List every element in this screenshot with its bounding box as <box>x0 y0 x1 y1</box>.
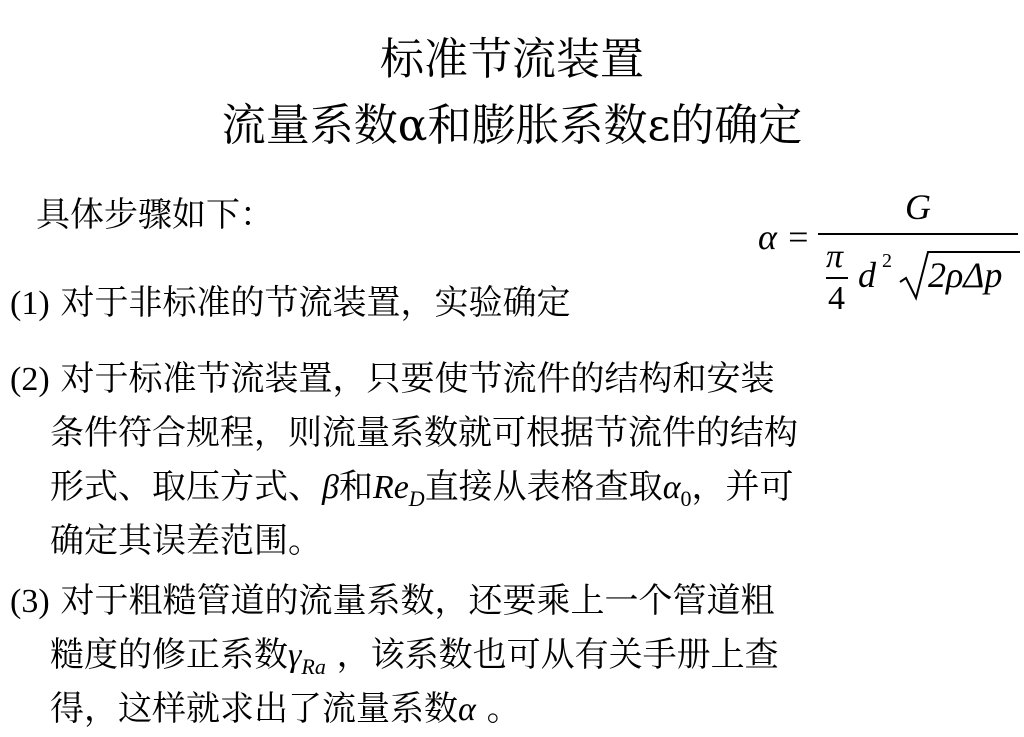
step-2-text-3c: 直接从表格查取 <box>424 467 663 507</box>
step-2-text-1: 对于标准节流装置，只要使节流件的结构和安装 <box>60 359 775 399</box>
step-2-line4: 确定其误差范围。 <box>50 521 322 561</box>
gamma-symbol <box>288 637 326 679</box>
step-3-line1 <box>10 574 774 629</box>
formula-pi: π <box>826 238 844 275</box>
formula-numerator: G <box>905 187 931 227</box>
fraction-bar <box>818 233 1018 235</box>
gamma-letter: γ <box>288 637 302 674</box>
formula-radicand: 2ρΔp <box>928 255 1003 295</box>
formula-four: 4 <box>828 280 845 317</box>
alpha0-symbol <box>662 469 692 511</box>
formula-exponent: 2 <box>882 250 892 272</box>
reynolds-symbol <box>372 469 425 511</box>
formula-d: d <box>858 255 876 295</box>
beta-symbol: β <box>322 469 339 506</box>
step-3-text-1: 对于粗糙管道的流量系数，还要乘上一个管道粗 <box>60 581 775 621</box>
page-subtitle: 流量系数α和膨胀系数ε的确定 <box>221 100 803 151</box>
step-1 <box>10 276 570 331</box>
gamma-sub: Ra <box>301 654 326 679</box>
step-3-line3 <box>50 682 521 737</box>
reynolds-sub: D <box>408 486 425 511</box>
step-1-label: (1) <box>10 285 50 322</box>
step-3-text-3b: 。 <box>475 689 521 729</box>
step-1-text: 对于非标准的节流装置，实验确定 <box>60 283 571 323</box>
alpha-formula <box>758 186 1020 332</box>
step-2-text-3d: ，并可 <box>691 467 794 507</box>
step-2-text-3a: 形式、取压方式、 <box>50 467 322 507</box>
step-3-label: (3) <box>10 583 50 620</box>
step-2-text-3b: 和 <box>338 467 373 507</box>
step-3-text-2a: 糙度的修正系数 <box>50 635 288 675</box>
alpha-symbol: α <box>458 691 476 728</box>
step-3-text-2b: ，该系数也可从有关手册上查 <box>325 635 779 675</box>
alpha0-alpha: α <box>662 469 681 506</box>
pi-fraction-bar <box>826 277 848 279</box>
step-2-line2: 条件符合规程，则流量系数就可根据节流件的结构 <box>50 413 798 453</box>
page-title: 标准节流装置 <box>380 34 644 85</box>
step-2-label: (2) <box>10 361 50 398</box>
step-3-text-3a: 得，这样就求出了流量系数 <box>50 689 458 729</box>
formula-lhs: α = <box>758 217 811 257</box>
reynolds-re: Re <box>372 469 409 506</box>
step-2-line1 <box>10 352 774 407</box>
alpha0-sub: 0 <box>680 486 692 511</box>
intro-text: 具体步骤如下： <box>36 195 274 235</box>
